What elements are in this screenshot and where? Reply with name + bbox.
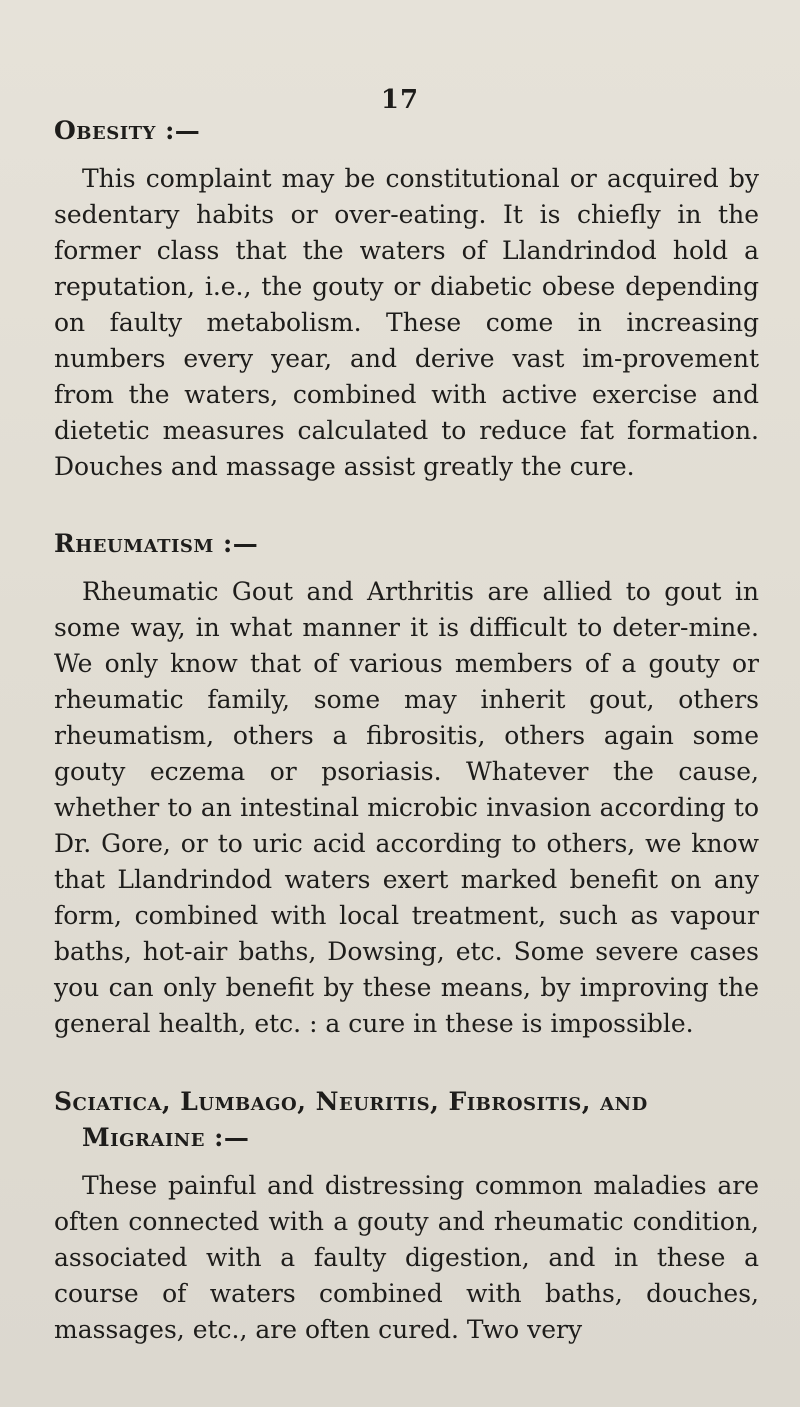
section-heading-rheumatism: Rheumatism :— [54,529,259,558]
paragraph-sciatica: These painful and distressing common maladies are often connected with a gouty and rheumatic condition, associated with a faulty digestion, and in these a course of waters combined with baths, douches, massages, etc., are often cured. Two very [54,1171,759,1344]
paragraph-rheumatism: Rheumatic Gout and Arthritis are allied to gout in some way, in what manner it is difficult to deter-mine. We only know that of various members of a gouty or rheumatic family, some may inherit gout, others rheumatism, others a fibrositis, others again some gouty eczema or psoriasis. Whatever the cause, whether to an intestinal microbic invasion according to Dr. Gore, or to uric acid according to others, we know that Llandrindod waters exert marked benefit on any form, combined with local treatment, such as vapour baths, hot-air baths, Dowsing, etc. Some severe cases you can only benefit by these means, by improving the general health, etc. : a cure in these is impossible. [54,577,759,1038]
page-content [54,113,759,1348]
section-rheumatism [54,526,759,1042]
paragraph-obesity: This complaint may be constitutional or acquired by sedentary habits or over-eating. It is chiefly in the former class that the waters of Llandrindod hold a reputation, i.e., the gouty or diabetic obese depending on faulty metabolism. These come in increasing numbers every year, and derive vast im-provement from the waters, combined with active exercise and dietetic measures calculated to reduce fat formation. Douches and massage assist greatly the cure. [54,164,759,481]
section-heading-sciatica-line1: Sciatica, Lumbago, Neuritis, Fibrositis, and [54,1087,648,1116]
section-heading-obesity: Obesity :— [54,116,201,145]
section-heading-sciatica [54,1084,759,1156]
section-heading-sciatica-line2: Migraine :— [82,1123,250,1152]
page-number: 17 [380,85,420,115]
section-sciatica [54,1084,759,1348]
section-obesity [54,113,759,485]
